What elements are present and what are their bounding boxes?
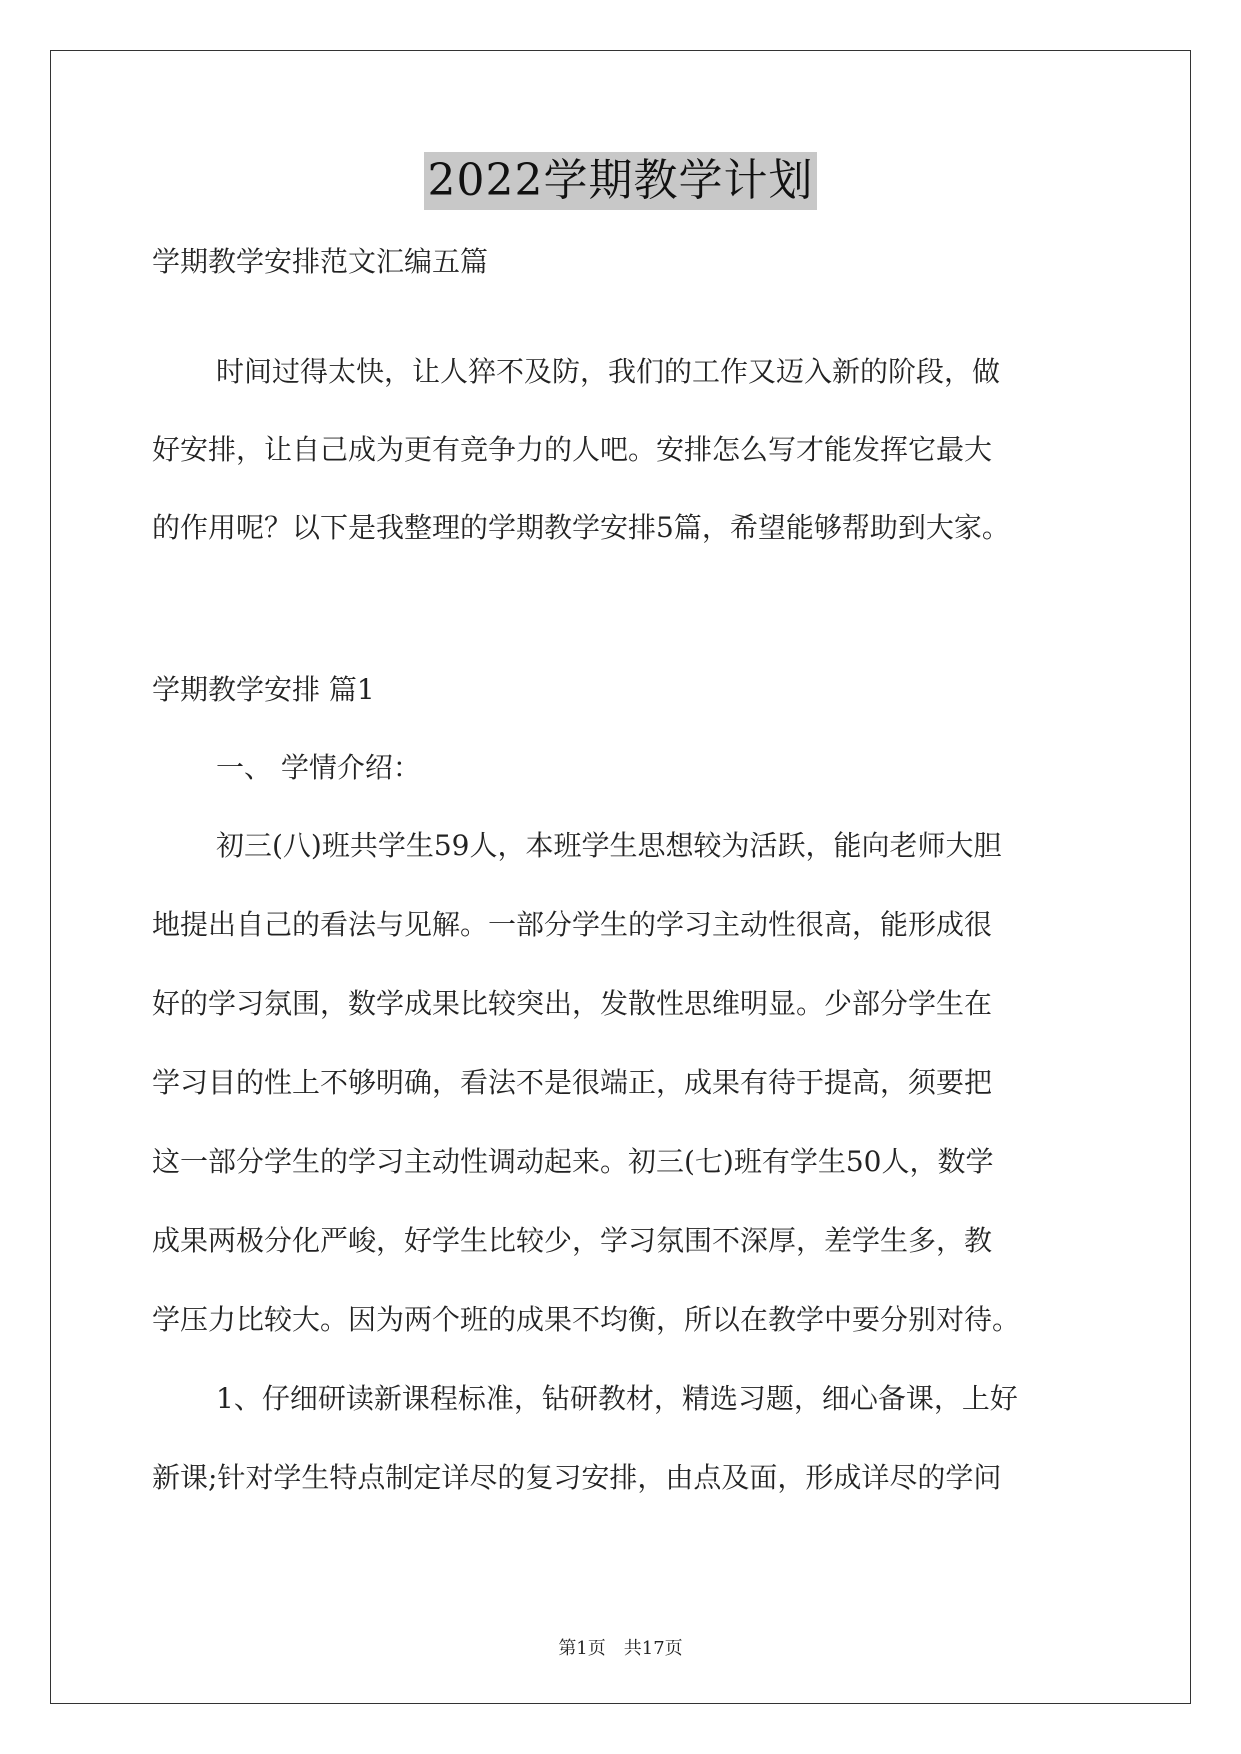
page-footer: 第1页 共17页 (558, 1638, 683, 1659)
intro-line-2: 好安排，让自己成为更有竞争力的人吧。安排怎么写才能发挥它最大 (152, 433, 993, 466)
document-subtitle: 学期教学安排范文汇编五篇 (152, 245, 489, 278)
section-subheading: 一、 学情介绍： (216, 751, 421, 784)
para1-line-3: 好的学习氛围，数学成果比较突出，发散性思维明显。少部分学生在 (152, 987, 993, 1020)
para1-line-2: 地提出自己的看法与见解。一部分学生的学习主动性很高，能形成很 (152, 908, 993, 941)
para2-line-2: 新课;针对学生特点制定详尽的复习安排，由点及面，形成详尽的学问 (152, 1461, 1002, 1494)
para1-line-4: 学习目的性上不够明确，看法不是很端正，成果有待于提高，须要把 (152, 1066, 993, 1099)
title-container (0, 152, 1241, 210)
para1-line-1: 初三(八)班共学生59人，本班学生思想较为活跃，能向老师大胆 (216, 829, 1002, 862)
section-heading: 学期教学安排 篇1 (152, 673, 375, 706)
para1-line-5: 这一部分学生的学习主动性调动起来。初三(七)班有学生50人，数学 (152, 1145, 994, 1178)
document-title: 2022学期教学计划 (424, 152, 818, 210)
para2-line-1: 1、仔细研读新课程标准，钻研教材，精选习题，细心备课，上好 (216, 1382, 1018, 1415)
intro-line-3: 的作用呢？以下是我整理的学期教学安排5篇，希望能够帮助到大家。 (152, 511, 1010, 544)
para1-line-6: 成果两极分化严峻，好学生比较少，学习氛围不深厚，差学生多，教 (152, 1224, 993, 1257)
para1-line-7: 学压力比较大。因为两个班的成果不均衡，所以在教学中要分别对待。 (152, 1303, 1021, 1336)
intro-line-1: 时间过得太快，让人猝不及防，我们的工作又迈入新的阶段，做 (216, 355, 1001, 388)
